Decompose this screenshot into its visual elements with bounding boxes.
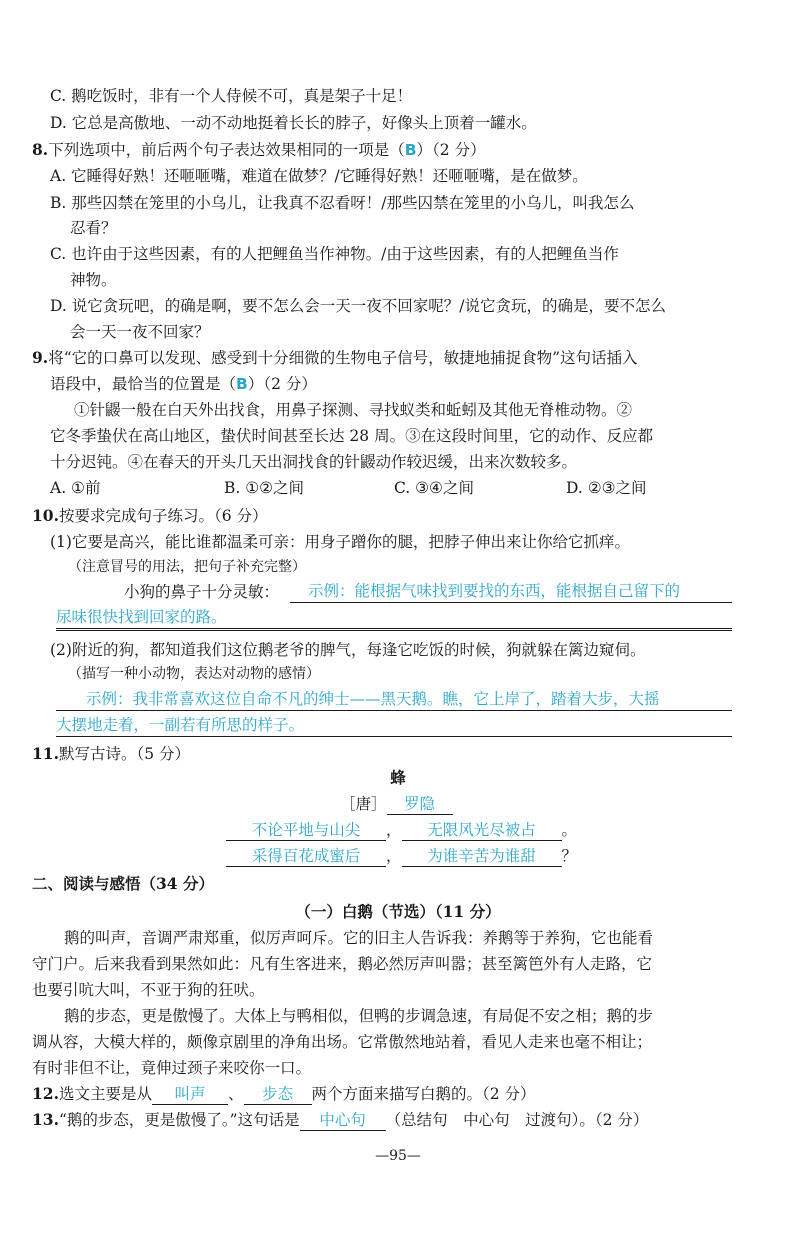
q9-passage-line: ①针鼹一般在白天外出找食，用鼻子探测、寻找蚁类和蚯蚓及其他无脊椎动物。② bbox=[74, 401, 633, 419]
question-stem: 选文主要是从 bbox=[58, 1085, 152, 1103]
poem-line-1 bbox=[226, 820, 577, 841]
answer-letter: B bbox=[404, 141, 417, 159]
question-number: 8. bbox=[32, 140, 49, 159]
question-stem: 语段中，最恰当的位置是（ bbox=[50, 375, 237, 393]
poem-punct: ， bbox=[386, 847, 402, 865]
question-number: 10. bbox=[32, 506, 59, 525]
question-stem: “鹅的步态，更是傲慢了。”这句话是 bbox=[58, 1111, 300, 1129]
q9-option-b: B. ①②之间 bbox=[224, 479, 305, 497]
option-d-text: D. 它总是高傲地、一动不动地挺着长长的脖子，好像头上顶着一罐水。 bbox=[50, 114, 537, 132]
q9-option-d: D. ②③之间 bbox=[566, 479, 647, 497]
q10-answer-1-line1: 示例：能根据气味找到要找的东西，能根据自己留下的 bbox=[290, 580, 732, 603]
question-8 bbox=[32, 140, 486, 160]
question-stem: 将“它的口鼻可以发现、感受到十分细微的生物电子信号，敏捷地捕捉食物”这句话插入 bbox=[48, 349, 638, 367]
q10-answer-1-line2: 尿味很快找到回家的路。 bbox=[56, 606, 732, 629]
question-stem: （总结句 中心句 过渡句）。（2 分） bbox=[385, 1111, 649, 1129]
poem-author: 罗隐 bbox=[387, 794, 453, 815]
answer-letter: B bbox=[236, 375, 248, 393]
q8-option-b: B. 那些囚禁在笼里的小乌儿，让我真不忍看呀！/那些囚禁在笼里的小乌儿，叫我怎么 bbox=[50, 194, 635, 212]
question-number: 12. bbox=[32, 1084, 59, 1103]
question-10 bbox=[32, 506, 268, 526]
option-c-text: C. 鹅吃饭时，非有一个人侍候不可，真是架子十足！ bbox=[50, 87, 413, 105]
question-9 bbox=[32, 348, 638, 368]
question-number: 13. bbox=[32, 1110, 59, 1129]
q10-note-1: （注意冒号的用法，把句子补充完整） bbox=[68, 559, 306, 575]
q8-option-c-cont: 神物。 bbox=[70, 271, 117, 289]
poem-blank: 为谁辛苦为谁甜 bbox=[402, 846, 562, 867]
question-number: 9. bbox=[32, 348, 49, 367]
passage-line: 也要引吭大叫，不亚于狗的狂吠。 bbox=[32, 981, 265, 999]
question-score: ）（2 分） bbox=[416, 141, 486, 159]
passage-line: 鹅的叫声，音调严肃郑重，似厉声呵斥。它的旧主人告诉我：养鹅等于养狗，它也能看 bbox=[64, 929, 654, 947]
answer-blank: 叫声 bbox=[152, 1084, 228, 1105]
section-title: 二、阅读与感悟（34 分） bbox=[32, 874, 214, 893]
passage-line: 鹅的步态，更是傲慢了。大体上与鸭相似，但鸭的步调急速，有局促不安之相；鹅的步 bbox=[64, 1007, 654, 1025]
page-number: —95— bbox=[375, 1148, 421, 1164]
q8-option-c: C. 也许由于这些因素，有的人把鲤鱼当作神物。/由于这些因素，有的人把鲤鱼当作 bbox=[50, 245, 619, 263]
answer-blank: 中心句 bbox=[300, 1110, 386, 1131]
passage-line: 有时非但不让，竟伸过颈子来咬你一口。 bbox=[32, 1059, 312, 1077]
q10-underline bbox=[56, 608, 732, 631]
question-stem: 两个方面来描写白鹅的。（2 分） bbox=[311, 1085, 536, 1103]
passage-title: （一）白鹅（节选）（11 分） bbox=[295, 902, 501, 921]
passage-line: 调从容，大模大样的，颇像京剧里的净角出场。它常傲然地站着，看见人走来也毫不相让； bbox=[32, 1033, 653, 1051]
q10-answer-2-line1: 示例：我非常喜欢这位自命不凡的绅士——黑天鹅。瞧，它上岸了，踏着大步，大摇 bbox=[56, 688, 732, 711]
poem-title: 蜂 bbox=[390, 768, 406, 787]
q9-passage-line: 它冬季蛰伏在高山地区，蛰伏时间甚至长达 28 周。③在这段时间里，它的动作、反应都 bbox=[50, 427, 654, 445]
question-score: ）（2 分） bbox=[247, 375, 317, 393]
question-stem: 按要求完成句子练习。（6 分） bbox=[58, 507, 268, 525]
question-stem: 下列选项中，前后两个句子表达效果相同的一项是（ bbox=[48, 141, 405, 159]
q8-option-b-cont: 忍看？ bbox=[70, 219, 117, 237]
q10-sentence-2: (2)附近的狗，都知道我们这位鹅老爷的脾气，每逢它吃饭的时候，狗就躲在篱边窥伺。 bbox=[50, 641, 646, 659]
poem-author-line bbox=[340, 794, 453, 815]
poem-blank: 不论平地与山尖 bbox=[226, 820, 386, 841]
q8-option-a: A. 它睡得好熟！还咂咂嘴，难道在做梦？/它睡得好熟！还咂咂嘴，是在做梦。 bbox=[50, 167, 588, 185]
question-9-line2 bbox=[50, 374, 317, 394]
passage-line: 守门户。后来我看到果然如此：凡有生客进来，鹅必然厉声叫嚣；甚至篱笆外有人走路，它 bbox=[32, 955, 653, 973]
q10-lead-1: 小狗的鼻子十分灵敏： bbox=[124, 583, 280, 601]
question-13 bbox=[32, 1110, 648, 1131]
q10-sentence-1: (1)它要是高兴，能比谁都温柔可亲：用身子蹭你的腿，把脖子伸出来让你给它抓痒。 bbox=[50, 533, 630, 551]
question-12 bbox=[32, 1084, 536, 1105]
poem-dynasty: ［唐］ bbox=[340, 795, 387, 813]
answer-blank: 步态 bbox=[244, 1084, 312, 1105]
q9-passage-line: 十分迟钝。④在春天的开头几天出洞找食的针鼹动作较迟缓，出来次数较多。 bbox=[50, 453, 578, 471]
poem-line-2 bbox=[226, 846, 577, 867]
poem-punct: ， bbox=[386, 821, 402, 839]
question-11 bbox=[32, 744, 190, 764]
separator: 、 bbox=[227, 1085, 244, 1103]
q9-option-c: C. ③④之间 bbox=[394, 479, 474, 497]
q8-option-d-cont: 会一天一夜不回家？ bbox=[70, 323, 210, 341]
question-stem: 默写古诗。（5 分） bbox=[58, 745, 191, 763]
poem-blank: 无限风光尽被占 bbox=[402, 820, 562, 841]
poem-blank: 采得百花成蜜后 bbox=[226, 846, 386, 867]
poem-punct: ？ bbox=[561, 847, 578, 865]
q10-note-2: （描写一种小动物，表达对动物的感情） bbox=[68, 666, 320, 682]
poem-punct: 。 bbox=[561, 821, 578, 839]
q8-option-d: D. 说它贪玩吧，的确是啊，要不怎么会一天一夜不回家呢？/说它贪玩，的确是，要不怎么 bbox=[50, 297, 666, 315]
q9-option-a: A. ①前 bbox=[50, 479, 101, 497]
q10-answer-2-line2: 大摆地走着，一副若有所思的样子。 bbox=[56, 714, 732, 737]
question-number: 11. bbox=[32, 744, 59, 763]
